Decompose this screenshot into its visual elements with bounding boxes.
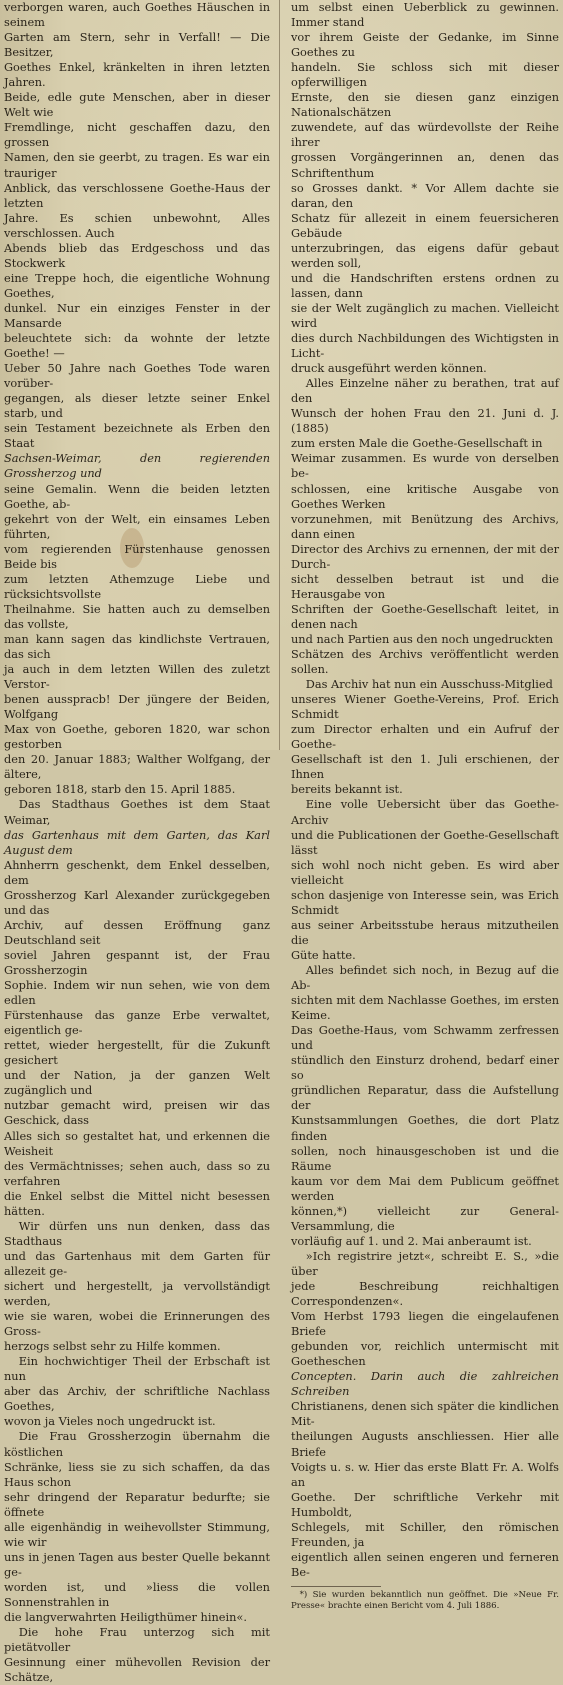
text-line: Schlegels, mit Schiller, den römischen Freunden, ja <box>291 1519 559 1549</box>
text-line: Gesellschaft ist den 1. Juli erschienen, der Ihnen <box>291 752 559 782</box>
text-line: und die Publicationen der Goethe-Gesellschaft lässt <box>291 827 559 857</box>
text-line: können,*) vielleicht zur General-Versammlung, die <box>291 1203 559 1233</box>
paragraph <box>291 1249 559 1580</box>
text-line: handeln. Sie schloss sich mit dieser opferwilligen <box>291 60 559 90</box>
text-line: Güte hatte. <box>291 947 356 962</box>
text-line: theilungen Augusts anschliessen. Hier alle Briefe <box>291 1429 559 1459</box>
text-line: und der Nation, ja der ganzen Welt zugänglich und <box>4 1068 270 1098</box>
text-line: Ein hochwichtiger Theil der Erbschaft ist nun <box>4 1354 270 1384</box>
text-line: gebunden vor, reichlich untermischt mit Goetheschen <box>291 1339 559 1369</box>
text-line: unterzubringen, das eigens dafür gebaut werden soll, <box>291 240 559 270</box>
text-line: und die Handschriften erstens ordnen zu lassen, dann <box>291 270 559 300</box>
text-line: Die Frau Grossherzogin übernahm die köstlichen <box>4 1429 270 1459</box>
paragraph <box>291 677 559 797</box>
paragraph <box>4 1429 270 1625</box>
text-line: eine Treppe hoch, die eigentliche Wohnung Goethes, <box>4 270 270 300</box>
text-line: benen ausspracb! Der jüngere der Beiden, Wolfgang <box>4 692 270 722</box>
text-line: wovon ja Vieles noch ungedruckt ist. <box>4 1414 216 1429</box>
text-line: die Enkel selbst die Mittel nicht besessen hätten. <box>4 1188 270 1218</box>
text-line: Fremdlinge, nicht geschaffen dazu, den grossen <box>4 120 270 150</box>
text-line: Jahre. Es schien unbewohnt, Alles verschlossen. Auch <box>4 210 270 240</box>
text-line: gründlichen Reparatur, dass die Aufstellung der <box>291 1083 559 1113</box>
text-line: gekehrt von der Welt, ein einsames Leben führten, <box>4 511 270 541</box>
text-line: man kann sagen das kindlichste Vertrauen, das sich <box>4 631 270 662</box>
text-line: Schatz für allezeit in einem feuersicheren Gebäude <box>291 210 559 240</box>
text-line: eigentlich allen seinen engeren und ferneren Be- <box>291 1549 559 1579</box>
text-line: Wunsch der hohen Frau den 21. Juni d. J. (1885) <box>291 406 559 436</box>
paragraph <box>4 797 270 1218</box>
text-line: Theilnahme. Sie hatten auch zu demselben das vollste, <box>4 601 270 631</box>
text-line: stündlich den Einsturz drohend, bedarf einer so <box>291 1053 559 1083</box>
text-line: des Vermächtnisses; sehen auch, dass so zu verfahren <box>4 1158 270 1188</box>
text-line: schlossen, eine kritische Ausgabe von Goethes Werken <box>291 481 559 511</box>
text-line: Schränke, liess sie zu sich schaffen, da das Haus schon <box>4 1459 270 1489</box>
text-line: worden ist, und »liess die vollen Sonnenstrahlen in <box>4 1579 270 1609</box>
text-line: Max von Goethe, geboren 1820, war schon gestorben <box>4 722 270 752</box>
text-line: Das Archiv hat nun ein Ausschuss-Mitglied <box>305 677 553 692</box>
text-line: Concepten. Darin auch die zahlreichen Schreiben <box>291 1369 559 1399</box>
paragraph <box>4 1354 270 1429</box>
text-line: rettet, wieder hergestellt, für die Zukunft gesichert <box>4 1038 270 1068</box>
text-line: unseres Wiener Goethe-Vereins, Prof. Erich Schmidt <box>291 692 559 722</box>
text-line: druck ausgeführt werden können. <box>291 361 487 376</box>
text-line: nutzbar gemacht wird, preisen wir das Geschick, dass <box>4 1098 270 1128</box>
text-line: »Ich registrire jetzt«, schreibt E. S., »die über <box>291 1248 559 1278</box>
text-line: das Gartenhaus mit dem Garten, das Karl August dem <box>4 827 270 857</box>
text-line: geboren 1818, starb den 15. April 1885. <box>4 782 236 797</box>
text-line: sichert und hergestellt, ja vervollständigt werden, <box>4 1278 270 1309</box>
text-line: Gesinnung einer mühevollen Revision der Schätze, <box>4 1655 270 1685</box>
text-line: Alles sich so gestaltet hat, und erkennen die Weisheit <box>4 1128 270 1158</box>
text-line: Sophie. Indem wir nun sehen, wie von dem edlen <box>4 978 270 1008</box>
text-line: gegangen, als dieser letzte seiner Enkel starb, und <box>4 391 270 421</box>
text-line: vor ihrem Geiste der Gedanke, im Sinne Goethes zu <box>291 30 559 60</box>
text-line: zum Director erhalten und ein Aufruf der Goethe- <box>291 722 559 752</box>
text-line: Kunstsammlungen Goethes, die dort Platz finden <box>291 1113 559 1143</box>
text-line: Vom Herbst 1793 liegen die eingelaufenen Briefe <box>291 1309 559 1339</box>
text-line: und das Gartenhaus mit dem Garten für allezeit ge- <box>4 1248 270 1278</box>
left-column <box>0 0 276 1685</box>
text-line: Die hohe Frau unterzog sich mit pietätvoller <box>4 1625 270 1655</box>
text-line: sie der Welt zugänglich zu machen. Vielleicht wird <box>291 300 559 330</box>
text-line: Ernste, den sie diesen ganz einzigen Nationalschätzen <box>291 90 559 120</box>
paragraph <box>4 0 270 797</box>
text-line: Ahnherrn geschenkt, dem Enkel desselben, dem <box>4 857 270 887</box>
text-line: Christianens, denen sich später die kindlichen Mit- <box>291 1399 559 1429</box>
text-line: Namen, den sie geerbt, zu tragen. Es war ein trauriger <box>4 150 270 180</box>
text-line: verborgen waren, auch Goethes Häuschen in seinem <box>4 0 270 30</box>
text-line: sehr dringend der Reparatur bedurfte; sie öffnete <box>4 1489 270 1519</box>
text-line: vom regierenden Fürstenhause genossen Beide bis <box>4 541 270 571</box>
text-line: beleuchtete sich: da wohnte der letzte Goethe! — <box>4 331 270 361</box>
text-line: den 20. Januar 1883; Walther Wolfgang, der ältere, <box>4 752 270 782</box>
paragraph <box>4 1219 270 1354</box>
text-line: Alles befindet sich noch, in Bezug auf die Ab- <box>291 963 559 993</box>
text-line: die langverwahrten Heiligthümer hinein«. <box>4 1610 247 1625</box>
text-line: Voigts u. s. w. Hier das erste Blatt Fr. A. Wolfs an <box>291 1459 559 1489</box>
footnote-rule <box>291 1586 381 1587</box>
text-line: Ueber 50 Jahre nach Goethes Tode waren vorüber- <box>4 361 270 391</box>
paragraph <box>291 963 559 1249</box>
text-line: um selbst einen Ueberblick zu gewinnen. Immer stand <box>291 0 559 30</box>
text-line: seine Gemalin. Wenn die beiden letzten Goethe, ab- <box>4 481 270 511</box>
paragraph <box>291 376 559 677</box>
text-line: sicht desselben betraut ist und die Herausgabe von <box>291 571 559 601</box>
text-line: kaum vor dem Mai dem Publicum geöffnet werden <box>291 1173 559 1203</box>
text-line: Das Stadthaus Goethes ist dem Staat Weimar, <box>4 797 270 827</box>
text-line: sich wohl noch nicht geben. Es wird aber vielleicht <box>291 857 559 887</box>
text-line: Director des Archivs zu ernennen, der mit der Durch- <box>291 541 559 571</box>
footnote: *) Sie wurden bekanntlich nun geöffnet. Die »Neue Fr. Presse« brachte einen Bericht vom 4. Juli 1886. <box>291 1589 559 1611</box>
text-line: dies durch Nachbildungen des Wichtigsten in Licht- <box>291 331 559 361</box>
text-line: Anblick, das verschlossene Goethe-Haus der letzten <box>4 180 270 210</box>
paragraph <box>4 1625 270 1685</box>
text-line: Garten am Stern, sehr in Verfall! — Die Besitzer, <box>4 30 270 60</box>
text-line: ja auch in dem letzten Willen des zuletzt Verstor- <box>4 662 270 692</box>
text-line: grossen Vorgängerinnen an, denen das Schriftenthum <box>291 150 559 180</box>
text-line: Goethes Enkel, kränkelten in ihren letzten Jahren. <box>4 60 270 90</box>
text-line: soviel Jahren gespannt ist, der Frau Grossherzogin <box>4 947 270 977</box>
text-line: vorläufig auf 1. und 2. Mai anberaumt ist. <box>291 1233 532 1248</box>
text-line: Wir dürfen uns nun denken, dass das Stadthaus <box>4 1218 270 1248</box>
text-line: Sachsen-Weimar, den regierenden Grossherzog und <box>4 451 270 481</box>
text-line: dunkel. Nur ein einziges Fenster in der Mansarde <box>4 300 270 330</box>
text-line: jede Beschreibung reichhaltigen Correspondenzen«. <box>291 1278 559 1309</box>
text-line: Schriften der Goethe-Gesellschaft leitet, in denen nach <box>291 601 559 631</box>
text-line: Das Goethe-Haus, vom Schwamm zerfressen und <box>291 1023 559 1053</box>
text-line: Abends blieb das Erdgeschoss und das Stockwerk <box>4 240 270 270</box>
right-column <box>283 0 563 1611</box>
text-line: aber das Archiv, der schriftliche Nachlass Goethes, <box>4 1384 270 1414</box>
text-line: Alles Einzelne näher zu berathen, trat auf den <box>291 376 559 406</box>
text-line: sollen, noch hinausgeschoben ist und die Räume <box>291 1143 559 1173</box>
text-line: Beide, edle gute Menschen, aber in dieser Welt wie <box>4 90 270 120</box>
text-line: Eine volle Uebersicht über das Goethe-Archiv <box>291 797 559 827</box>
text-line: Archiv, auf dessen Eröffnung ganz Deutschland seit <box>4 917 270 947</box>
text-line: sein Testament bezeichnete als Erben den Staat <box>4 421 270 451</box>
text-line: vorzunehmen, mit Benützung des Archivs, dann einen <box>291 511 559 541</box>
text-line: aus seiner Arbeitsstube heraus mitzutheilen die <box>291 917 559 947</box>
column-divider <box>279 0 280 750</box>
text-line: bereits bekannt ist. <box>291 782 403 797</box>
text-line: Weimar zusammen. Es wurde von derselben be- <box>291 451 559 481</box>
text-line: zuwendete, auf das würdevollste der Reihe ihrer <box>291 120 559 150</box>
text-line: so Grosses dankt. * Vor Allem dachte sie daran, den <box>291 180 559 210</box>
text-line: alle eigenhändig in weihevollster Stimmung, wie wir <box>4 1519 270 1549</box>
text-line: zum letzten Athemzuge Liebe und rücksichtsvollste <box>4 571 270 601</box>
text-line: Fürstenhause das ganze Erbe verwaltet, eigentlich ge- <box>4 1008 270 1038</box>
text-line: zum ersten Male die Goethe-Gesellschaft in <box>291 436 543 451</box>
paragraph <box>291 0 559 376</box>
text-line: Grossherzog Karl Alexander zurückgegeben und das <box>4 887 270 917</box>
text-line: wie sie waren, wobei die Erinnerungen des Gross- <box>4 1309 270 1339</box>
text-line: Schätzen des Archivs veröffentlicht werden sollen. <box>291 647 559 677</box>
text-line: herzogs selbst sehr zu Hilfe kommen. <box>4 1339 221 1354</box>
text-line: schon dasjenige von Interesse sein, was Erich Schmidt <box>291 887 559 917</box>
paragraph <box>291 797 559 963</box>
text-line: Goethe. Der schriftliche Verkehr mit Humboldt, <box>291 1489 559 1519</box>
text-line: und nach Partien aus den noch ungedruckten <box>291 631 554 646</box>
text-line: uns in jenen Tagen aus bester Quelle bekannt ge- <box>4 1549 270 1579</box>
text-line: sichten mit dem Nachlasse Goethes, im ersten Keime. <box>291 993 559 1023</box>
